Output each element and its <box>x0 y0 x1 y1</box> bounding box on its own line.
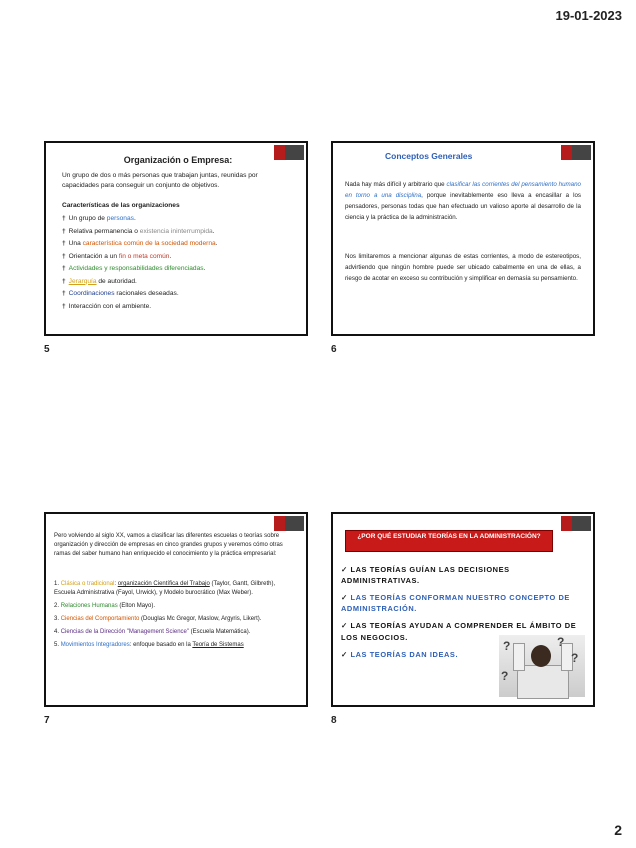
logo-icon <box>561 145 591 160</box>
check-icon: ✓ <box>341 565 348 574</box>
check-icon: ✓ <box>341 621 348 631</box>
list-item: 5. Movimientos Integradores: enfoque basado en la Teoría de Sistemas <box>54 642 244 648</box>
list-item: † Un grupo de personas. <box>62 215 136 222</box>
list-item: 2. Relaciones Humanas (Elton Mayo). <box>54 603 156 609</box>
list-item: 4. Ciencias de la Dirección "Management Science" (Escuela Matemática). <box>54 629 251 635</box>
list-item: ✓ LAS TEORÍAS GUÍAN LAS DECISIONES ADMINISTRATIVAS. <box>341 565 510 586</box>
slide-banner: ¿POR QUÉ ESTUDIAR TEORÍAS EN LA ADMINISTRACIÓN? <box>345 530 553 552</box>
slide-8 <box>331 512 595 707</box>
list-item: † Orientación a un fin o meta común. <box>62 252 172 260</box>
slide-intro: Pero volviendo al siglo XX, vamos a clasificar las diferentes escuelas o teorías sobre organización y dirección de empresas en cinco grandes grupos y veremos cómo otras ramas del saber humano han enriquecido el conocimiento y la práctica empresarial: <box>54 533 283 557</box>
slide-intro: Un grupo de dos o más personas que trabajan juntas, reunidas por capacidades para conseguir un conjunto de objetivos. <box>62 172 258 189</box>
list-item: † Interacción con el ambiente. <box>62 302 152 310</box>
logo-icon <box>561 516 591 531</box>
slide-paragraph: Nos limitaremos a mencionar algunas de estas corrientes, a modo de estereotipos, advirtiendo que ningún hombre puede ser ubicado cabalmente en una de ellas, a riesgo de acotar en exceso su contribución y simplificar en demasía su pensamiento. <box>345 253 581 282</box>
slide-6 <box>331 141 595 336</box>
numbered-list <box>54 580 294 654</box>
list-item: ✓ LAS TEORÍAS DAN IDEAS. <box>341 649 459 659</box>
page-number: 2 <box>614 822 622 838</box>
slide-number: 8 <box>331 715 337 726</box>
list-item: 1. Clásica o tradicional: organización Científica del Trabajo (Taylor, Gantt, Gilbreth), Escuela Administrativa (Fayol, Urwick), y Modelo burocrático (Max Weber). <box>54 581 276 596</box>
slide-subtitle: Características de las organizaciones <box>62 202 180 209</box>
slide-5 <box>44 141 308 336</box>
slide-number: 6 <box>331 344 337 355</box>
list-item: † Relativa permanencia o existencia ininterrumpida. <box>62 227 215 235</box>
slide-paragraph: Nada hay más difícil y arbitrario que clasificar las corrientes del pensamiento humano en torno a una disciplina, porque inevitablemente eso lleva a encasillar a los pensadores, personas todas que han efectuado un valioso aporte al desarrollo de la ciencia y la práctica de la administración. <box>345 181 581 221</box>
slide-number: 7 <box>44 715 50 726</box>
list-item: 3. Ciencias del Comportamiento (Douglas Mc Gregor, Maslow, Argyris, Likert). <box>54 616 262 622</box>
check-icon: ✓ <box>341 593 348 603</box>
list-item: † Coordinaciones racionales deseadas. <box>62 290 179 298</box>
slide-number: 5 <box>44 344 50 355</box>
list-item: † Jerarquía de autoridad. <box>62 277 137 285</box>
bullet-list <box>62 213 294 313</box>
confused-person-image: ? ? ? ? <box>499 635 585 697</box>
check-icon: ✓ <box>341 649 348 659</box>
header-date: 19-01-2023 <box>555 8 622 23</box>
slide-title: Conceptos Generales <box>385 151 473 161</box>
slide-title: Organización o Empresa: <box>123 155 233 165</box>
list-item: ✓ LAS TEORÍAS CONFORMAN NUESTRO CONCEPTO DE ADMINISTRACIÓN. <box>341 593 570 614</box>
logo-icon <box>274 516 304 531</box>
list-item: † Una característica común de la sociedad moderna. <box>62 240 218 248</box>
list-item: † Actividades y responsabilidades diferenciadas. <box>62 265 206 273</box>
list-item: ✓ LAS TEORÍAS AYUDAN A COMPRENDER EL ÁMBITO DE LOS NEGOCIOS. <box>341 621 577 642</box>
slide-7 <box>44 512 308 707</box>
